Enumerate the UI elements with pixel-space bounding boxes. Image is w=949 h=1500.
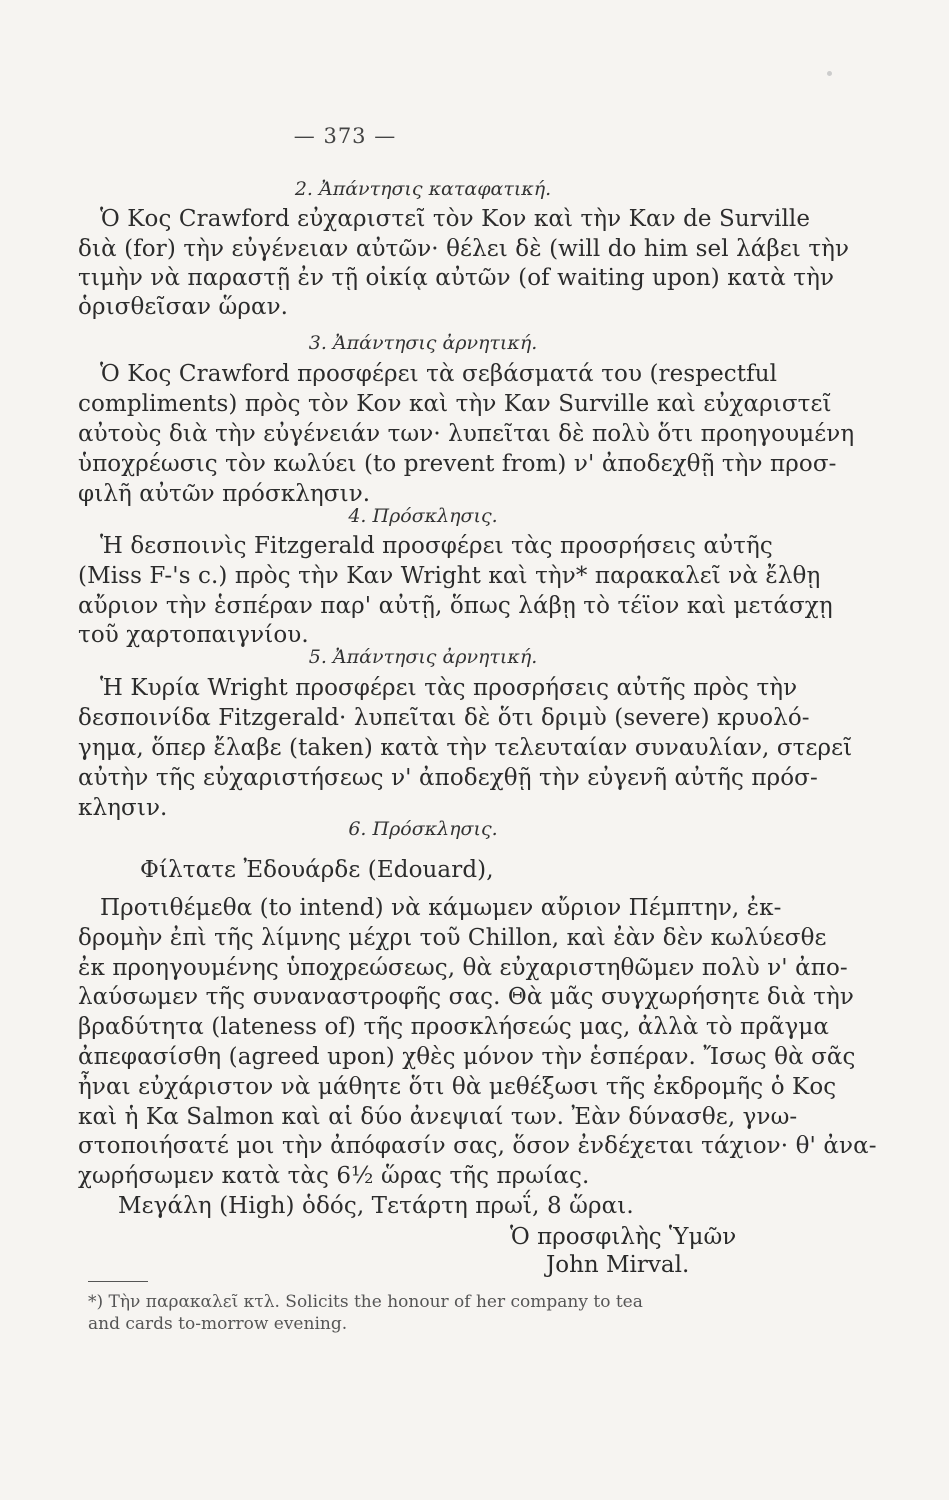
text-line: γημα, ὅπερ ἔλαβε (taken) κατὰ τὴν τελευταίαν συναυλίαν, στερεῖ xyxy=(78,735,853,761)
text-line: χωρήσωμεν κατὰ τὰς 6½ ὥρας τῆς πρωίας. xyxy=(78,1163,590,1189)
text-line: αὐτὴν τῆς εὐχαριστήσεως ν' ἀποδεχθῇ τὴν εὐγενῆ αὐτῆς πρόσ- xyxy=(78,765,818,791)
footnote-line: *) Τὴν παρακαλεῖ κτλ. Solicits the honour of her company to tea xyxy=(88,1292,643,1312)
text-line: στοποιήσατέ μοι τὴν ἀπόφασίν σας, ὅσον ἐνδέχεται τάχιον· θ' ἀνα- xyxy=(78,1133,877,1159)
section-heading-3: 3. Ἀπάντησις ἀρνητική. xyxy=(308,332,538,354)
section-heading-6: 6. Πρόσκλησις. xyxy=(348,818,498,840)
text-line: ὑποχρέωσις τὸν κωλύει (to prevent from) ν' ἀποδεχθῇ τὴν προσ- xyxy=(78,451,837,477)
section-heading-2: 2. Ἀπάντησις καταφατική. xyxy=(294,178,552,200)
section-heading-4: 4. Πρόσκλησις. xyxy=(348,505,498,527)
text-line: λαύσωμεν τῆς συναναστροφῆς σας. Θὰ μᾶς συγχωρήσητε διὰ τὴν xyxy=(78,984,854,1010)
page-number: — 373 — xyxy=(293,124,397,148)
text-line: δρομὴν ἐπὶ τῆς λίμνης μέχρι τοῦ Chillon, καὶ ἐὰν δὲν κωλύεσθε xyxy=(78,925,827,951)
text-line: Ἡ Κυρία Wright προσφέρει τὰς προσρήσεις αὐτῆς πρὸς τὴν xyxy=(100,675,798,701)
text-line: (Miss F-'s c.) πρὸς τὴν Καν Wright καὶ τὴν* παρακαλεῖ νὰ ἔλθῃ xyxy=(78,563,821,589)
dateline: Μεγάλη (High) ὁδός, Τετάρτη πρωΐ, 8 ὥραι. xyxy=(118,1193,634,1219)
text-line: Προτιθέμεθα (to intend) νὰ κάμωμεν αὔριον Πέμπτην, ἐκ- xyxy=(100,895,782,921)
text-line: τιμὴν νὰ παραστῇ ἐν τῇ οἰκίᾳ αὐτῶν (of waiting upon) κατὰ τὴν xyxy=(78,265,835,291)
text-line: φιλῆ αὐτῶν πρόσκλησιν. xyxy=(78,481,371,507)
text-line: αὐτοὺς διὰ τὴν εὐγένειάν των· λυπεῖται δὲ πολὺ ὅτι προηγουμένη xyxy=(78,421,855,447)
text-line: διὰ (for) τὴν εὐγένειαν αὐτῶν· θέλει δὲ (will do him sel λάβει τὴν xyxy=(78,236,850,262)
salutation: Φίλτατε Ἐδουάρδε (Edouard), xyxy=(140,857,494,883)
footnote-rule xyxy=(88,1281,148,1282)
text-line: δεσποινίδα Fitzgerald· λυπεῖται δὲ ὅτι δριμὺ (severe) κρυολό- xyxy=(78,705,810,731)
closing: Ὁ προσφιλὴς Ὑμῶν xyxy=(510,1224,737,1250)
section-heading-5: 5. Ἀπάντησις ἀρνητική. xyxy=(308,646,538,668)
text-line: ἐκ προηγουμένης ὑποχρεώσεως, θὰ εὐχαριστηθῶμεν πολὺ ν' ἀπο- xyxy=(78,955,848,981)
text-line: ὁρισθεῖσαν ὥραν. xyxy=(78,294,289,320)
text-line: κλησιν. xyxy=(78,795,168,821)
text-line: καὶ ἡ Κα Salmon καὶ αἱ δύο ἀνεψιαί των. Ἐὰν δύνασθε, γνω- xyxy=(78,1104,798,1130)
paper-speck xyxy=(827,71,832,76)
signature: John Mirval. xyxy=(546,1252,690,1278)
text-line: Ὁ Κος Crawford εὐχαριστεῖ τὸν Κον καὶ τὴν Καν de Surville xyxy=(100,206,811,232)
text-line: ἦναι εὐχάριστον νὰ μάθητε ὅτι θὰ μεθέξωσι τῆς ἐκδρομῆς ὁ Κος xyxy=(78,1074,837,1100)
text-line: αὔριον τὴν ἑσπέραν παρ' αὐτῇ, ὅπως λάβῃ τὸ τέϊον καὶ μετάσχῃ xyxy=(78,593,833,619)
text-line: βραδύτητα (lateness of) τῆς προσκλήσεώς μας, ἀλλὰ τὸ πρᾶγμα xyxy=(78,1014,829,1040)
text-line: τοῦ χαρτοπαιγνίου. xyxy=(78,622,309,648)
text-line: compliments) πρὸς τὸν Κον καὶ τὴν Καν Surville καὶ εὐχαριστεῖ xyxy=(78,391,832,417)
text-line: ἀπεφασίσθη (agreed upon) χθὲς μόνον τὴν ἑσπέραν. Ἴσως θὰ σᾶς xyxy=(78,1044,856,1070)
text-line: Ἡ δεσποινὶς Fitzgerald προσφέρει τὰς προσρήσεις αὐτῆς xyxy=(100,533,773,559)
footnote-line: and cards to-morrow evening. xyxy=(88,1314,348,1334)
text-line: Ὁ Κος Crawford προσφέρει τὰ σεβάσματά του (respectful xyxy=(100,361,778,387)
